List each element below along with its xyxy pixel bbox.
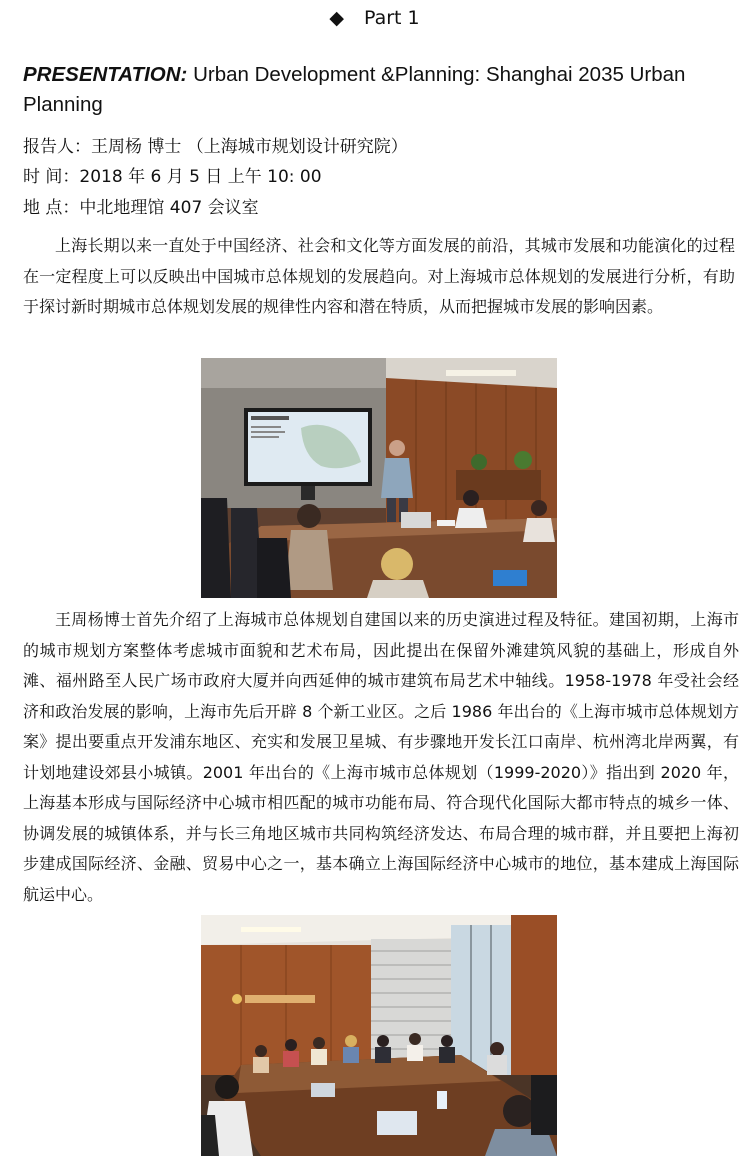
discussion-photo xyxy=(201,915,557,1156)
title-lead: PRESENTATION: xyxy=(23,63,188,86)
speaker-line: 报告人：王周杨 博士 （上海城市规划设计研究院） xyxy=(23,137,408,157)
history-paragraph: 王周杨博士首先介绍了上海城市总体规划自建国以来的历史演进过程及特征。建国初期，上海市的城市规划方案整体考虑城市面貌和艺术布局，因此提出在保留外滩建筑风貌的基础上，形成自外滩、福州路至人民广场市政府大厦并向西延伸的城市建筑布局艺术中轴线。1958-1978 年受社会经济和政治发展的影响，上海市先后开辟 8 个新工业区。之后 1986 年出台的《上海市城市总体规划方案》提出要重点开发浦东地区、充实和发展卫星城、有步骤地开发长江口南岸、杭州湾北岸两翼，有计划地建设郊县小城镇。2001 年出台的《上海市城市总体规划（1999-2020）》指出到 2020 年，上海基本形成与国际经济中心城市相匹配的城市功能布局、符合现代化国际大都市特点的城乡一体、协调发展的城镇体系，并与长三角地区城市共同构筑经济发达、布局合理的城市群，并且要把上海初步建成国际经济、金融、贸易中心之一，基本确立上海国际经济中心城市的地位，基本建成上海国际航运中心。 xyxy=(23,610,739,904)
intro-paragraph: 上海长期以来一直处于中国经济、社会和文化等方面发展的前沿，其城市发展和功能演化的过程在一定程度上可以反映出中国城市总体规划的发展趋向。对上海城市总体规划的发展进行分析，有助于探讨新时期城市总体规划发展的规律性内容和潜在特质，从而把握城市发展的影响因素。 xyxy=(23,236,735,316)
place-line: 地 点：中北地理馆 407 会议室 xyxy=(23,198,259,218)
part-heading xyxy=(0,6,749,30)
presentation-title xyxy=(23,60,728,120)
diamond-icon: ◆ xyxy=(329,7,344,29)
part-label: Part 1 xyxy=(363,7,420,29)
title-text: Urban Development &Planning: Shanghai 2035 Urban Planning xyxy=(23,63,686,116)
lecture-photo xyxy=(201,358,557,598)
time-line: 时 间：2018 年 6 月 5 日 上午 10: 00 xyxy=(23,167,322,187)
